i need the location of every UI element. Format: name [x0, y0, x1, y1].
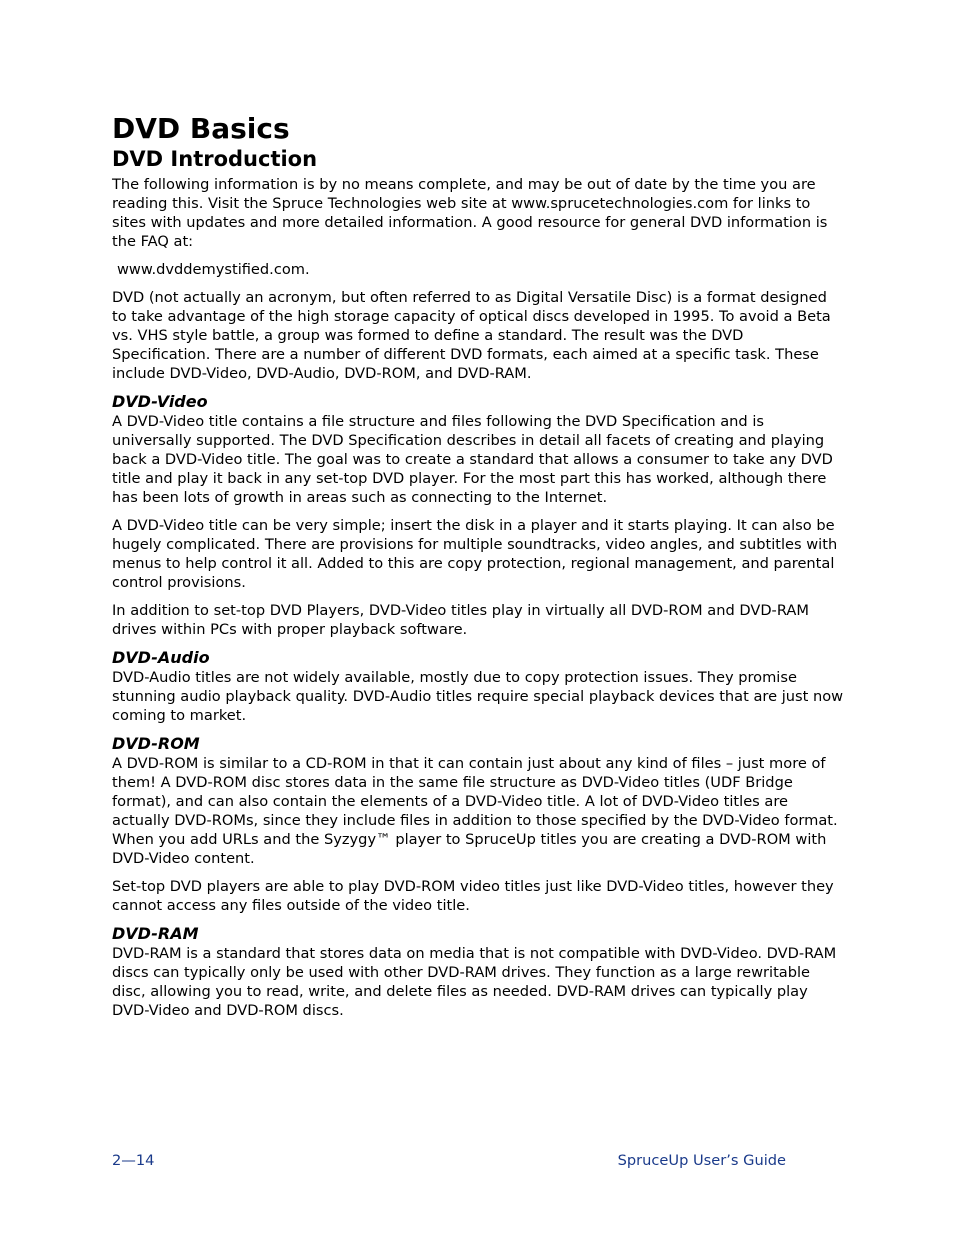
guide-title: SpruceUp User’s Guide — [617, 1152, 786, 1169]
dvd-video-paragraph-1: A DVD-Video title contains a file structure and files following the DVD Specification and is universally supported. The DVD Specification describes in detail all facets of creating and playing back a DVD-Video title. The goal was to create a standard that allows a consumer to take any DVD title and play it back in any set-top DVD player. For the most part this has worked, although there has been lots of growth in areas such as connecting to the Internet. — [112, 413, 833, 506]
dvd-video-paragraph-3: In addition to set-top DVD Players, DVD-Video titles play in virtually all DVD-ROM and DVD-RAM drives within PCs with proper playback software. — [112, 602, 809, 638]
page-title: DVD Basics — [112, 112, 290, 145]
dvd-ram-paragraph-1: DVD-RAM is a standard that stores data on media that is not compatible with DVD-Video. DVD-RAM discs can typically only be used with other DVD-RAM drives. They function as a large rewritable disc, allowing you to read, write, and delete files as needed. DVD-RAM drives can typically play DVD-Video and DVD-ROM discs. — [112, 945, 837, 1019]
document-body — [112, 112, 844, 1029]
intro-paragraph-2: DVD (not actually an acronym, but often referred to as Digital Versatile Disc) is a format designed to take advantage of the high storage capacity of optical discs developed in 1995. To avoid a Beta vs. VHS style battle, a group was formed to define a standard. The result was the DVD Specification. There are a number of different DVD formats, each aimed at a specific task. These include DVD-Video, DVD-Audio, DVD-ROM, and DVD-RAM. — [112, 289, 831, 382]
dvd-rom-paragraph-1: A DVD-ROM is similar to a CD-ROM in that it can contain just about any kind of files – just more of them! A DVD-ROM disc stores data in the same file structure as DVD-Video titles (UDF Bridge format), and can also contain the elements of a DVD-Video title. A lot of DVD-Video titles are actually DVD-ROMs, since they include files in addition to those specified by the DVD-Video format. When you add URLs and the Syzygy™ player to SpruceUp titles you are creating a DVD-ROM with DVD-Video content. — [112, 755, 838, 867]
intro-paragraph-1: The following information is by no means complete, and may be out of date by the time you are reading this. Visit the Spruce Technologies web site at www.sprucetechnologies.com for links to sites with updates and more detailed information. A good resource for general DVD information is the FAQ at: — [112, 176, 828, 250]
faq-url: www.dvddemystified.com. — [117, 261, 310, 278]
page-number: 2—14 — [112, 1152, 155, 1169]
dvd-video-paragraph-2: A DVD-Video title can be very simple; insert the disk in a player and it starts playing. It can also be hugely complicated. There are provisions for multiple soundtracks, video angles, and subtitles with menus to help control it all. Added to this are copy protection, regional management, and parental control provisions. — [112, 517, 838, 591]
dvd-audio-paragraph-1: DVD-Audio titles are not widely available, mostly due to copy protection issues. They promise stunning audio playback quality. DVD-Audio titles require special playback devices that are just now coming to market. — [112, 669, 844, 724]
heading-dvd-video: DVD-Video — [112, 392, 208, 411]
heading-dvd-rom: DVD-ROM — [112, 734, 200, 753]
section-title-dvd-introduction: DVD Introduction — [112, 147, 318, 171]
dvd-rom-paragraph-2: Set-top DVD players are able to play DVD-ROM video titles just like DVD-Video titles, however they cannot access any files outside of the video title. — [112, 878, 834, 914]
heading-dvd-audio: DVD-Audio — [112, 648, 210, 667]
heading-dvd-ram: DVD-RAM — [112, 924, 199, 943]
